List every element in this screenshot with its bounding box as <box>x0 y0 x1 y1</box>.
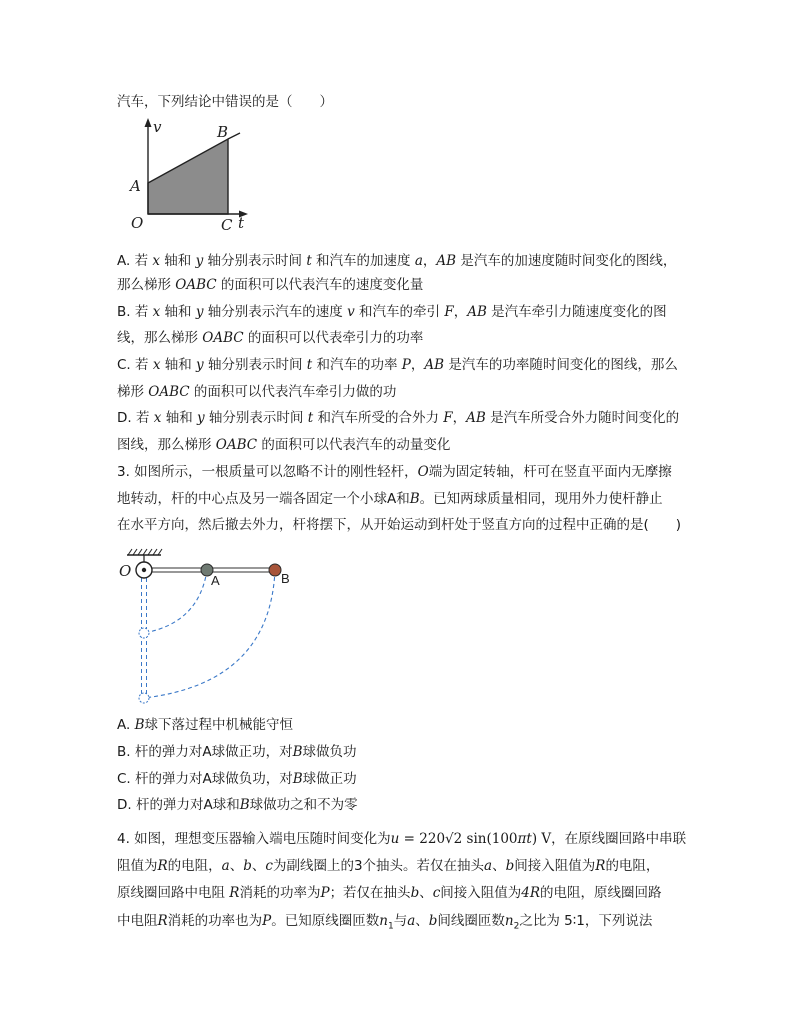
label-c: C <box>221 216 233 234</box>
q2-option-a-line2: 那么梯形 OABC 的面积可以代表汽车的速度变化量 <box>117 277 424 293</box>
label-o: O <box>131 214 144 232</box>
q2-stem: 汽车，下列结论中错误的是（ ） <box>117 94 333 110</box>
ghost-ball-a <box>139 628 149 638</box>
q2-vt-graph <box>118 118 258 233</box>
q3-rod-figure <box>115 545 305 715</box>
y-axis-label: v <box>153 118 162 136</box>
q3-option-c: C. 杆的弹力对A球做负功，对B球做正功 <box>117 771 357 787</box>
label-ball-a: A <box>211 573 220 588</box>
ghost-ball-b <box>139 693 149 703</box>
arc-path-a <box>144 570 207 633</box>
q2-option-d-line2: 图线，那么梯形 OABC 的面积可以代表汽车的动量变化 <box>117 437 451 453</box>
q2-option-c-line2: 梯形 OABC 的面积可以代表汽车牵引力做的功 <box>117 384 397 400</box>
arc-path-b <box>144 570 275 698</box>
q3-option-a: A. B球下落过程中机械能守恒 <box>117 717 294 733</box>
q4-voltage-equation: u = 220√2 sin(100πt) V <box>390 831 552 847</box>
trapezoid-oabc <box>148 139 228 214</box>
y-axis-arrow <box>145 118 152 127</box>
ball-b <box>269 564 281 576</box>
q4-stem-line4: 中电阻R消耗的功率也为P。已知原线圈匝数$n_1$与a、b间线圈匝数$n_2$之比为 5∶1，下列说法 <box>117 913 653 932</box>
label-ball-b: B <box>281 571 290 586</box>
label-pivot-o: O <box>119 562 132 580</box>
pivot-dot <box>142 568 146 572</box>
label-b: B <box>217 123 229 141</box>
q3-option-b: B. 杆的弹力对A球做正功，对B球做负功 <box>117 744 357 760</box>
q4-stem-line2: 阻值为R的电阻，a、b、c为副线圈上的3个抽头。若仅在抽头a、b间接入阻值为R的电阻， <box>117 858 660 874</box>
q2-option-b-line2: 线，那么梯形 OABC 的面积可以代表牵引力的功率 <box>117 330 424 346</box>
ab-line-extension <box>228 133 240 139</box>
q2-option-b-line1: B. 若 x 轴和 y 轴分别表示汽车的速度 v 和汽车的牵引 F，AB 是汽车牵引力随速度变化的图 <box>117 304 667 320</box>
ceiling-hatching <box>128 549 162 555</box>
q3-stem-line2: 地转动，杆的中心点及另一端各固定一个小球A和B。已知两球质量相同，现用外力使杆静止 <box>117 491 663 507</box>
x-axis-label: t <box>238 214 245 232</box>
q3-stem-line1: 3. 如图所示，一根质量可以忽略不计的刚性轻杆，O端为固定转轴，杆可在竖直平面内无摩擦 <box>117 464 672 480</box>
q2-option-c-line1: C. 若 x 轴和 y 轴分别表示时间 t 和汽车的功率 P，AB 是汽车的功率随时间变化的图线，那么 <box>117 357 678 373</box>
q2-option-a-line1: A. 若 x 轴和 y 轴分别表示时间 t 和汽车的加速度 a，AB 是汽车的加速度随时间变化的图线， <box>117 253 677 269</box>
q3-option-d: D. 杆的弹力对A球和B球做功之和不为零 <box>117 797 358 813</box>
q2-option-d-line1: D. 若 x 轴和 y 轴分别表示时间 t 和汽车所受的合外力 F，AB 是汽车所受合外力随时间变化的 <box>117 410 680 426</box>
q4-stem-line3: 原线圈回路中电阻 R消耗的功率为P；若仅在抽头b、c间接入阻值为4R的电阻，原线圈回路 <box>117 885 662 901</box>
q4-stem-line1: 4. 如图，理想变压器输入端电压随时间变化为u = 220√2 sin(100πt) V，在原线圈回路中串联 <box>117 831 687 847</box>
q3-stem-line3: 在水平方向，然后撤去外力，杆将摆下，从开始运动到杆处于竖直方向的过程中正确的是( ) <box>117 517 682 533</box>
label-a: A <box>130 177 141 195</box>
